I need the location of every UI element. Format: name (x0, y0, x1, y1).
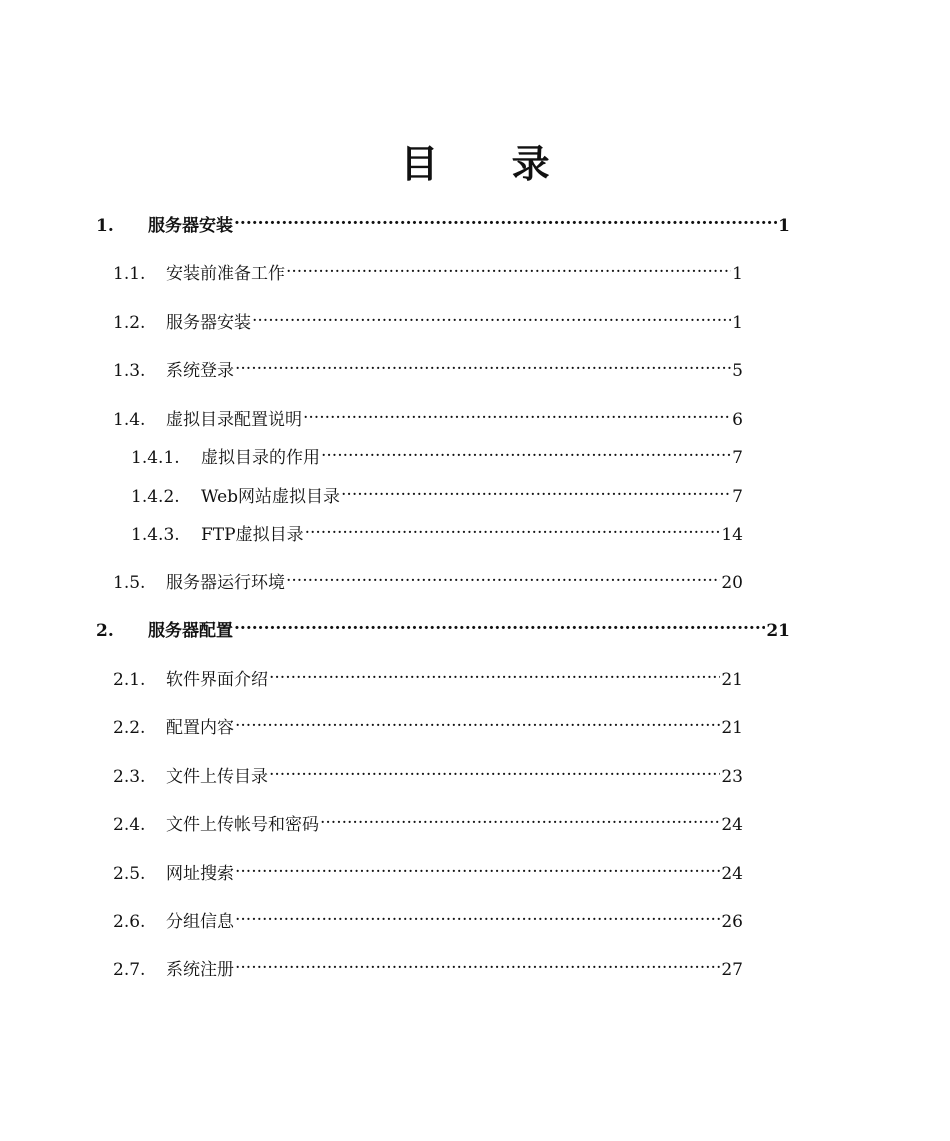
dot-leader (341, 478, 731, 502)
toc-number: 2.1. (113, 670, 146, 690)
dot-leader (235, 352, 731, 376)
toc-entry-2[interactable] (96, 612, 790, 641)
page-title: 目 录 (400, 142, 580, 186)
toc-number: 2.5. (113, 864, 146, 884)
toc-label: 服务器安装 (148, 216, 233, 236)
toc-page-number: 26 (721, 912, 743, 932)
toc-page-number: 14 (721, 525, 743, 545)
dot-leader (286, 564, 720, 588)
dot-leader (286, 255, 731, 279)
toc-entry-2-1[interactable] (113, 661, 743, 690)
toc-number: 1.5. (113, 573, 146, 593)
toc-entry-1-1[interactable] (113, 255, 743, 284)
toc-page-number: 24 (721, 864, 743, 884)
toc-number: 1. (96, 216, 114, 236)
toc-label: 配置内容 (166, 718, 234, 738)
dot-leader (235, 951, 720, 975)
toc-entry-2-2[interactable] (113, 709, 743, 738)
dot-leader (234, 612, 765, 636)
toc-page-number: 21 (766, 621, 790, 641)
toc-page-number: 27 (721, 960, 743, 980)
toc-number: 2.6. (113, 912, 146, 932)
toc-number: 1.4.3. (131, 525, 180, 545)
toc-number: 1.4.2. (131, 487, 180, 507)
toc-label: 服务器安装 (166, 313, 251, 333)
toc-label: 安装前准备工作 (166, 264, 285, 284)
toc-entry-1-4-2[interactable] (131, 478, 743, 507)
toc-entry-1-3[interactable] (113, 352, 743, 381)
toc-label: FTP虚拟目录 (201, 525, 304, 545)
dot-leader (235, 903, 720, 927)
toc-label: 虚拟目录的作用 (201, 448, 320, 468)
toc-label: 分组信息 (166, 912, 234, 932)
toc-page-number: 24 (721, 815, 743, 835)
dot-leader (321, 439, 731, 463)
toc-entry-2-6[interactable] (113, 903, 743, 932)
dot-leader (235, 709, 720, 733)
toc-page-number: 21 (721, 670, 743, 690)
toc-number: 1.3. (113, 361, 146, 381)
dot-leader (305, 516, 721, 540)
toc-entry-1-4-3[interactable] (131, 516, 743, 545)
toc-number: 2.7. (113, 960, 146, 980)
toc-entry-2-7[interactable] (113, 951, 743, 980)
toc-page-number: 23 (721, 767, 743, 787)
toc-entry-2-3[interactable] (113, 758, 743, 787)
toc-number: 2.4. (113, 815, 146, 835)
dot-leader (320, 806, 720, 830)
dot-leader (234, 207, 777, 231)
toc-label: 服务器运行环境 (166, 573, 285, 593)
toc-label: 服务器配置 (148, 621, 233, 641)
toc-label: 网址搜索 (166, 864, 234, 884)
toc-page-number: 20 (721, 573, 743, 593)
dot-leader (235, 855, 720, 879)
toc-label: 软件界面介绍 (166, 670, 268, 690)
toc-page-number: 1 (732, 313, 743, 333)
toc-entry-2-5[interactable] (113, 855, 743, 884)
toc-label: 文件上传目录 (166, 767, 268, 787)
dot-leader (269, 661, 720, 685)
toc-number: 1.4. (113, 410, 146, 430)
toc-entry-2-4[interactable] (113, 806, 743, 835)
toc-page-number: 1 (732, 264, 743, 284)
toc-page-number: 1 (778, 216, 790, 236)
toc-label: 虚拟目录配置说明 (166, 410, 302, 430)
dot-leader (252, 304, 731, 328)
toc-page-number: 7 (732, 487, 743, 507)
toc-number: 1.2. (113, 313, 146, 333)
toc-page-number: 21 (721, 718, 743, 738)
dot-leader (269, 758, 720, 782)
toc-entry-1-4[interactable] (113, 401, 743, 430)
toc-page-number: 7 (732, 448, 743, 468)
toc-label: 系统登录 (166, 361, 234, 381)
toc-entry-1-2[interactable] (113, 304, 743, 333)
dot-leader (303, 401, 731, 425)
toc-number: 2. (96, 621, 114, 641)
toc-entry-1-5[interactable] (113, 564, 743, 593)
toc-number: 1.1. (113, 264, 146, 284)
toc-label: 文件上传帐号和密码 (166, 815, 319, 835)
toc-number: 1.4.1. (131, 448, 180, 468)
toc-number: 2.3. (113, 767, 146, 787)
toc-label: Web网站虚拟目录 (201, 487, 341, 507)
toc-page-number: 6 (732, 410, 743, 430)
toc-entry-1-4-1[interactable] (131, 439, 743, 468)
toc-entry-1[interactable] (96, 207, 790, 236)
toc-label: 系统注册 (166, 960, 234, 980)
toc-page-number: 5 (732, 361, 743, 381)
toc-number: 2.2. (113, 718, 146, 738)
